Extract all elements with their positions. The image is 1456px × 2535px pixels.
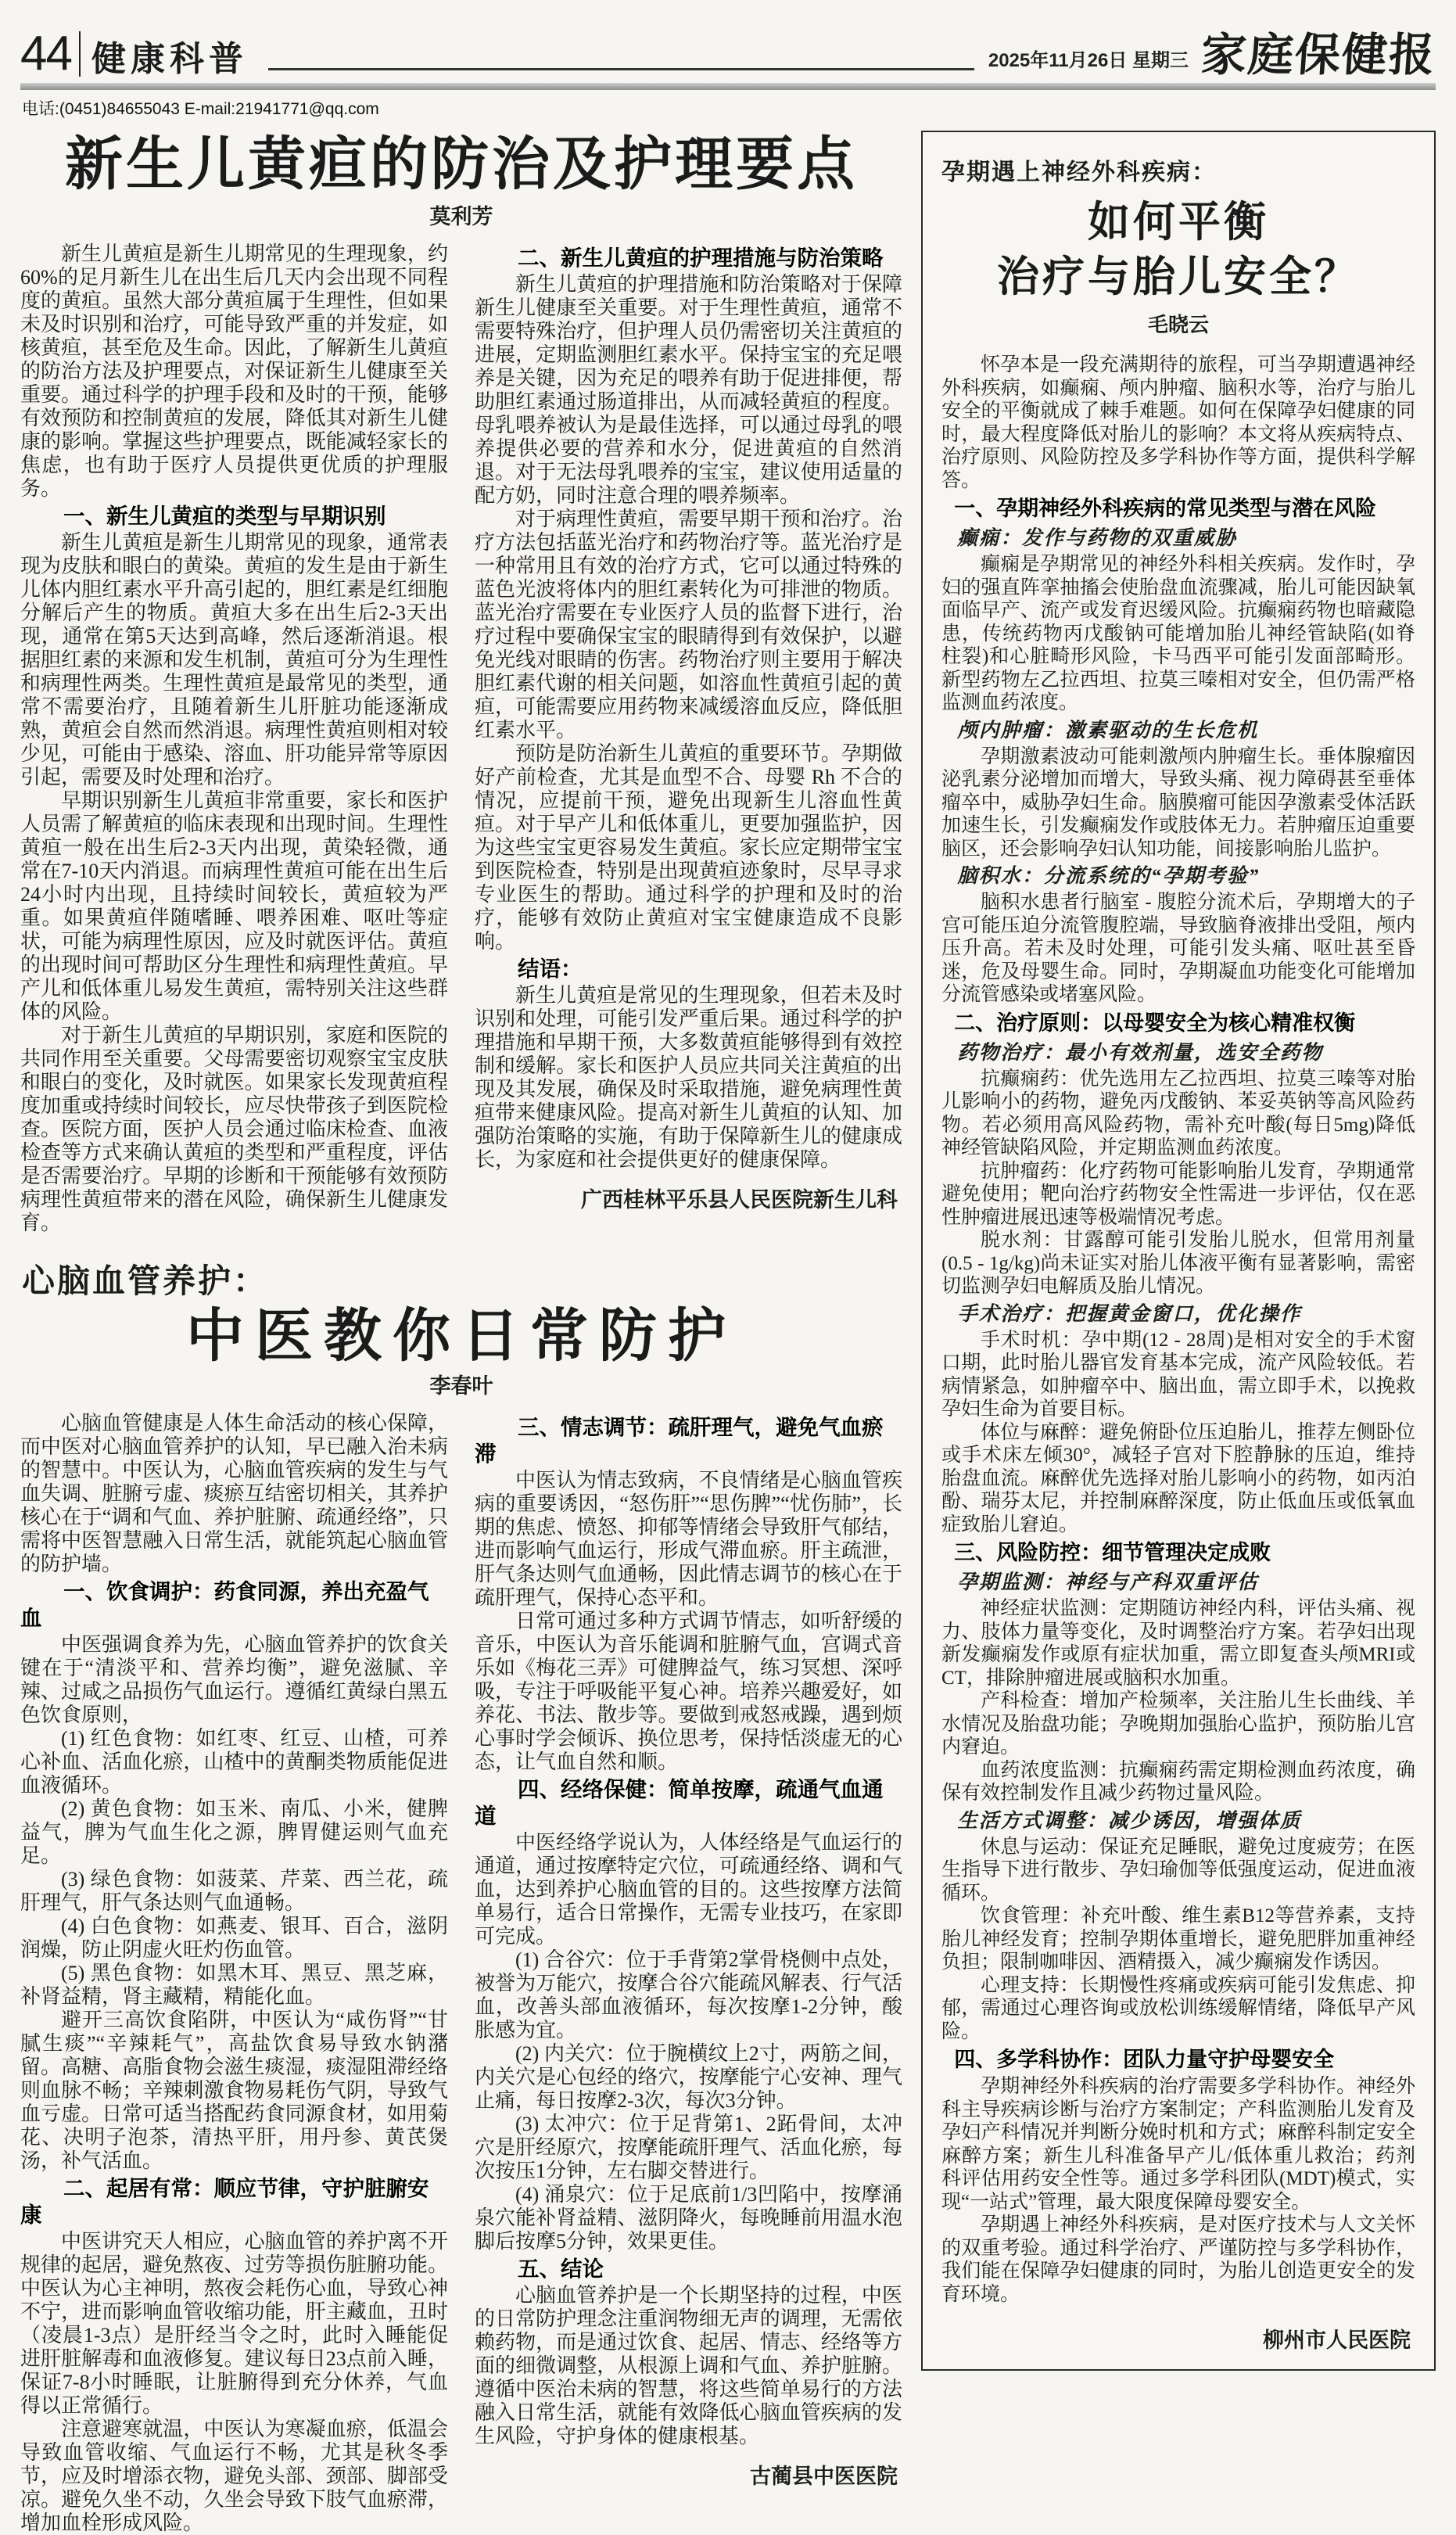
article-column-2 — [475, 1412, 902, 2535]
section-heading: 一、饮食调护：药食同源，养出充盈气血 — [20, 1579, 429, 1631]
page-number: 44 — [20, 27, 71, 81]
paragraph: 产科检查：增加产检频率，关注胎儿生长曲线、羊水情况及胎盘功能；孕晚期加强胎心监护，预防胎儿宫内窘迫。 — [941, 1690, 1415, 1758]
article-columns — [20, 242, 902, 1235]
paragraph: 中医强调食养为先，心脑血管养护的饮食关键在于“清淡平和、营养均衡”，避免滋腻、辛辣、过咸之品损伤气血运行。遵循红黄绿白黑五色饮食原则， — [20, 1633, 448, 1727]
paragraph: (1) 红色食物：如红枣、红豆、山楂，可养心补血、活血化瘀，山楂中的黄酮类物质能促进血液循环。 — [20, 1727, 448, 1797]
paragraph: (5) 黑色食物：如黑木耳、黑豆、黑芝麻，补肾益精，肾主藏精，精能化血。 — [20, 1962, 448, 2009]
section-heading: 结语： — [518, 956, 583, 981]
newspaper-page — [0, 0, 1456, 120]
paragraph: 神经症状监测：定期随访神经内科，评估头痛、视力、肢体力量等变化，及时调整治疗方案。若孕妇出现新发癫痫发作或原有症状加重，需立即复查头颅MRI或CT，排除肿瘤进展或脑积水加重。 — [941, 1598, 1415, 1689]
paragraph: 中医认为情志致病，不良情绪是心脑血管疾病的重要诱因，“怒伤肝”“思伤脾”“忧伤肺”，长期的焦虑、愤怒、抑郁等情绪会导致肝气郁结，进而影响气血运行，形成气滞血瘀。肝主疏泄，肝气条达则气血通畅，因此情志调节的核心在于疏肝理气，保持心态平和。 — [475, 1469, 902, 1610]
attribution: 古蔺县中医医院 — [750, 2465, 898, 2489]
paragraph: 新生儿黄疸是常见的生理现象，但若未及时识别和处理，可能引发严重后果。通过科学的护理措施和早期干预，大多数黄疸能够得到有效控制和缓解。家长和医护人员应共同关注黄疸的出现及其发展，确保及时采取措施，避免病理性黄疸带来健康风险。提高对新生儿黄疸的认知、加强防治策略的实施，有助于保障新生儿的健康成长，为家庭和社会提供更好的健康保障。 — [475, 983, 902, 1171]
page-body — [0, 121, 1456, 2535]
paragraph: 孕期激素波动可能刺激颅内肿瘤生长。垂体腺瘤因泌乳素分泌增加而增大，导致头痛、视力障碍甚至垂体瘤卒中，威胁孕妇生命。脑膜瘤可能因孕激素受体活跃加速生长，引发癫痫发作或肢体无力。若肿瘤压迫重要脑区，还会影响孕妇认知功能，间接影响胎儿监护。 — [941, 745, 1415, 860]
paragraph: 新生儿黄疸的护理措施和防治策略对于保障新生儿健康至关重要。对于生理性黄疸，通常不需要特殊治疗，但护理人员仍需密切关注黄疸的进展，定期监测胆红素水平。保持宝宝的充足喂养是关键，因为充足的喂养有助于促进排便，帮助胆红素通过肠道排出，从而减轻黄疸的程度。母乳喂养被认为是最佳选择，可以通过母乳的喂养提供必要的营养和水分，促进黄疸的自然消退。对于无法母乳喂养的宝宝，建议使用适量的配方奶，同时注意合理的喂养频率。 — [475, 272, 902, 507]
paragraph: 避开三高饮食陷阱，中医认为“咸伤肾”“甘腻生痰”“辛辣耗气”，高盐饮食易导致水钠潴留。高糖、高脂食物会滋生痰湿，痰湿阻滞经络则血脉不畅；辛辣刺激食物易耗伤气阴，导致气血亏虚。日常可适当搭配药食同源食材，如用菊花、决明子泡茶，清热平肝，用丹参、黄芪煲汤，补气活血。 — [20, 2009, 448, 2173]
section-heading: 一、新生儿黄疸的类型与早期识别 — [63, 503, 386, 528]
article-author: 李春叶 — [429, 1374, 493, 1399]
paragraph: 预防是防治新生儿黄疸的重要环节。孕期做好产前检查，尤其是血型不合、母婴 Rh 不合的情况，应提前干预，避免出现新生儿溶血性黄疸。对于早产儿和低体重儿，更要加强监护，因为这些宝宝更容易发生黄疸。家长应定期带宝宝到医院检查，特别是出现黄疸迹象时，尽早寻求专业医生的帮助。通过科学的护理和及时的治疗，能够有效防止黄疸对宝宝健康造成不良影响。 — [475, 741, 902, 953]
paragraph: 早期识别新生儿黄疸非常重要，家长和医护人员需了解黄疸的临床表现和出现时间。生理性黄疸一般在出生后2-3天内出现，黄染轻微，通常在7-10天内消退。而病理性黄疸可能在出生后24小时内出现，且持续时间较长，黄疸较为严重。如果黄疸伴随嗜睡、喂养困难、呕吐等症状，可能为病理性原因，应及时就医评估。黄疸的出现时间可帮助区分生理性和病理性黄疸。早产儿和低体重儿易发生黄疸，需特别关注这些群体的风险。 — [20, 788, 448, 1023]
paragraph: 心理支持：长期慢性疼痛或疾病可能引发焦虑、抑郁，需通过心理咨询或放松训练缓解情绪，降低早产风险。 — [941, 1974, 1415, 2042]
page-header — [20, 11, 1438, 81]
paragraph: (3) 绿色食物：如菠菜、芹菜、西兰花，疏肝理气，肝气条达则气血通畅。 — [20, 1868, 448, 1915]
paragraph: (4) 涌泉穴：位于足底前1/3凹陷中，按摩涌泉穴能补肾益精、滋阴降火，每晚睡前用温水泡脚后按摩5分钟，效果更佳。 — [475, 2183, 902, 2253]
paragraph: 脱水剂：甘露醇可能引发胎儿脱水，但常用剂量(0.5 - 1g/kg)尚未证实对胎儿体液平衡有显著影响，需密切监测孕妇电解质及胎儿情况。 — [941, 1230, 1415, 1298]
section-heading: 三、风险防控：细节管理决定成败 — [954, 1541, 1271, 1565]
section-heading: 二、起居有常：顺应节律，守护脏腑安康 — [20, 2176, 429, 2228]
section-heading: 四、多学科协作：团队力量守护母婴安全 — [954, 2048, 1335, 2072]
paragraph: 怀孕本是一段充满期待的旅程，可当孕期遭遇神经外科疾病，如癫痫、颅内肿瘤、脑积水等，治疗与胎儿安全的平衡就成了棘手难题。如何在保障孕妇健康的同时，最大程度降低对胎儿的影响？本文将从疾病特点、治疗原则、风险防控及多学科协作等方面，提供科学解答。 — [941, 354, 1415, 491]
header-divider — [79, 31, 81, 77]
section-title: 健康科普 — [91, 40, 248, 78]
section-heading: 四、经络保健：简单按摩，疏通气血通道 — [475, 1777, 884, 1829]
paragraph: 抗癫痫药：优先选用左乙拉西坦、拉莫三嗪等对胎儿影响小的药物，避免丙戊酸钠、苯妥英钠等高风险药物。若必须用高风险药物，需补充叶酸(每日5mg)降低神经管缺陷风险，并定期监测血药浓度。 — [941, 1068, 1415, 1159]
sub-heading: 癫痫：发作与药物的双重威胁 — [957, 526, 1237, 550]
sub-heading: 孕期监测：神经与产科双重评估 — [957, 1571, 1259, 1594]
sub-heading: 手术治疗：把握黄金窗口，优化操作 — [957, 1302, 1302, 1325]
header-rule — [268, 68, 974, 70]
newspaper-masthead: 家庭保健报 — [1199, 30, 1438, 81]
paragraph: 抗肿瘤药：化疗药物可能影响胎儿发育，孕期通常避免使用；靶向治疗药物安全性需进一步评估，仅在恶性肿瘤进展迅速等极端情况考虑。 — [941, 1160, 1415, 1228]
paragraph: 中医讲究天人相应，心脑血管的养护离不开规律的起居，避免熬夜、过劳等损伤脏腑功能。中医认为心主神明，熬夜会耗伤心血，导致心神不宁，进而影响血管收缩功能，肝主藏血，丑时（凌晨1-3点）是肝经当令之时，此时入睡能促进肝脏解毒和血液修复。建议每日23点前入睡，保证7-8小时睡眠，让脏腑得到充分休养，气血得以正常循行。 — [20, 2230, 448, 2418]
paragraph: 注意避寒就温，中医认为寒凝血瘀，低温会导致血管收缩、气血运行不畅，尤其是秋冬季节，应及时增添衣物，避免头部、颈部、脚部受凉。避免久坐不动，久坐会导致下肢气血瘀滞，增加血栓形成风险。 — [20, 2418, 448, 2535]
article-column-1 — [20, 242, 448, 1235]
article-kicker: 心脑血管养护： — [22, 1263, 269, 1300]
paragraph: 心脑血管健康是人体生命活动的核心保障，而中医对心脑血管养护的认知，早已融入治未病的智慧中。中医认为，心脑血管疾病的发生与气血失调、脏腑亏虚、痰瘀互结密切相关，其养护核心在于“调和气血、养护脏腑、疏通经络”，只需将中医智慧融入日常生活，就能筑起心脑血管的防护墙。 — [20, 1412, 448, 1576]
paragraph: (2) 内关穴：位于腕横纹上2寸，两筋之间，内关穴是心包经的络穴，按摩能宁心安神、理气止痛，每日按摩2-3次，每次3分钟。 — [475, 2042, 902, 2113]
paragraph: 新生儿黄疸是新生儿期常见的现象，通常表现为皮肤和眼白的黄染。黄疸的发生是由于新生儿体内胆红素水平升高引起的，胆红素是红细胞分解后产生的物质。黄疸大多在出生后2-3天出现，通常在第5天达到高峰，然后逐渐消退。根据胆红素的来源和发生机制，黄疸可分为生理性和病理性两类。生理性黄疸是最常见的类型，通常不需要治疗，且随着新生儿肝脏功能逐渐成熟，黄疸会自然而然消退。病理性黄疸则相对较少见，可能由于感染、溶血、肝功能异常等原因引起，需要及时处理和治疗。 — [20, 530, 448, 788]
sub-heading: 颅内肿瘤：激素驱动的生长危机 — [957, 718, 1259, 741]
article-column-2 — [475, 242, 902, 1235]
article-title — [941, 195, 1415, 304]
paragraph: 中医经络学说认为，人体经络是气血运行的通道，通过按摩特定穴位，可疏通经络、调和气血，达到养护心脑血管的目的。这些按摩方法简单易行，适合日常操作，无需专业技巧，在家即可完成。 — [475, 1831, 902, 1948]
article-author: 莫利芳 — [429, 204, 493, 228]
section-heading: 三、情志调节：疏肝理气，避免气血瘀滞 — [475, 1415, 884, 1467]
contact-info: 电话:(0451)84655043 E-mail:21941771@qq.com — [22, 100, 379, 118]
paragraph: (1) 合谷穴：位于手背第2掌骨桡侧中点处，被誉为万能穴，按摩合谷穴能疏风解表、行气活血，改善头部血液循环，每次按摩1-2分钟，酸胀感为宜。 — [475, 1948, 902, 2042]
paragraph: (2) 黄色食物：如玉米、南瓜、小米，健脾益气，脾为气血生化之源，脾胃健运则气血充足。 — [20, 1797, 448, 1868]
thick-rule — [20, 83, 1436, 90]
section-heading: 五、结论 — [518, 2257, 604, 2282]
article-pregnancy-neurosurgery — [921, 131, 1436, 2371]
paragraph: 癫痫是孕期常见的神经外科相关疾病。发作时，孕妇的强直阵挛抽搐会使胎盘血流骤减，胎儿可能因缺氧面临早产、流产或发育迟缓风险。抗癫痫药物也暗藏隐患，传统药物丙戊酸钠可能增加胎儿神经管缺陷(如脊柱裂)和心脏畸形风险，卡马西平可能引发面部畸形。新型药物左乙拉西坦、拉莫三嗪相对安全，但仍需严格监测血药浓度。 — [941, 554, 1415, 714]
paragraph: 心脑血管养护是一个长期坚持的过程，中医的日常防护理念注重润物细无声的调理，无需依赖药物，而是通过饮食、起居、情志、经络等方面的细微调整，从根源上调和气血、养护脏腑。遵循中医治未病的智慧，将这些简单易行的方法融入日常生活，就能有效降低心脑血管疾病的发生风险，守护身体的健康根基。 — [475, 2284, 902, 2448]
paragraph: 体位与麻醉：避免俯卧位压迫胎儿，推荐左侧卧位或手术床左倾30°，减轻子宫对下腔静脉的压迫，维持胎盘血流。麻醉优先选择对胎儿影响小的药物，如丙泊酚、瑞芬太尼，并控制麻醉深度，防止低血压或低氧血症致胎儿窘迫。 — [941, 1421, 1415, 1535]
attribution: 广西桂林平乐县人民医院新生儿科 — [581, 1187, 898, 1212]
sub-heading: 药物治疗：最小有效剂量，选安全药物 — [957, 1040, 1323, 1064]
paragraph: 手术时机：孕中期(12 - 28周)是相对安全的手术窗口期，此时胎儿器官发育基本完成，流产风险较低。若病情紧急，如肿瘤卒中、脑出血，需立即手术，以挽救孕妇生命为首要目标。 — [941, 1329, 1415, 1420]
paragraph: 血药浓度监测：抗癫痫药需定期检测血药浓度，确保有效控制发作且减少药物过量风险。 — [941, 1759, 1415, 1804]
article-columns — [20, 1412, 902, 2535]
paragraph: 孕期遇上神经外科疾病，是对医疗技术与人文关怀的双重考验。通过科学治疗、严谨防控与多学科协作，我们能在保障孕妇健康的同时，为胎儿创造更安全的发育环境。 — [941, 2214, 1415, 2305]
article-body — [941, 354, 1415, 2354]
article-kicker: 孕期遇上神经外科疾病： — [941, 160, 1217, 185]
article-tcm — [20, 1255, 902, 2535]
section-heading: 二、治疗原则：以母婴安全为核心精准权衡 — [954, 1011, 1356, 1035]
article-title-line-2: 治疗与胎儿安全？ — [997, 253, 1360, 301]
article-column-1 — [20, 1412, 448, 2535]
section-heading: 一、孕期神经外科疾病的常见类型与潜在风险 — [954, 497, 1377, 521]
article-title: 中医教你日常防护 — [186, 1304, 737, 1369]
paragraph: 孕期神经外科疾病的治疗需要多学科协作。神经外科主导疾病诊断与治疗方案制定；产科监测胎儿发育及孕妇产科情况并判断分娩时机和方式；麻醉科制定安全麻醉方案；新生儿科准备早产儿/低体重儿救治；药剂科评估用药安全性等。通过多学科团队(MDT)模式，实现“一站式”管理，最大限度保障母婴安全。 — [941, 2076, 1415, 2213]
paragraph: 新生儿黄疸是新生儿期常见的生理现象，约60%的足月新生儿在出生后几天内会出现不同程度的黄疸。虽然大部分黄疸属于生理性，但如果未及时识别和治疗，可能导致严重的并发症，如核黄疸，甚至危及生命。因此，了解新生儿黄疸的防治方法及护理要点，对保证新生儿健康至关重要。通过科学的护理手段和及时的干预，能够有效预防和控制黄疸的发展，降低其对新生儿健康的影响。掌握这些护理要点，既能减轻家长的焦虑，也有助于医疗人员提供更优质的护理服务。 — [20, 242, 448, 500]
paragraph: (4) 白色食物：如燕麦、银耳、百合，滋阴润燥，防止阴虚火旺灼伤血管。 — [20, 1915, 448, 1962]
attribution: 柳州市人民医院 — [1263, 2329, 1411, 2353]
sub-heading: 脑积水：分流系统的“孕期考验” — [957, 864, 1261, 888]
paragraph: 对于新生儿黄疸的早期识别，家庭和医院的共同作用至关重要。父母需要密切观察宝宝皮肤和眼白的变化，及时就医。如果家长发现黄疸程度加重或持续时间较长，应尽快带孩子到医院检查。医院方面，医护人员会通过临床检查、血液检查等方式来确认黄疸的类型和严重程度，评估是否需要治疗。早期的诊断和干预能够有效预防病理性黄疸带来的潜在风险，确保新生儿健康发育。 — [20, 1023, 448, 1234]
article-title: 新生儿黄疸的防治及护理要点 — [65, 133, 858, 197]
article-title-line-1: 如何平衡 — [1088, 199, 1269, 246]
article-jaundice — [20, 135, 902, 1235]
paragraph: 对于病理性黄疸，需要早期干预和治疗。治疗方法包括蓝光治疗和药物治疗等。蓝光治疗是一种常用且有效的治疗方式，它可以通过特殊的蓝色光波将体内的胆红素转化为可排泄的物质。蓝光治疗需要在专业医疗人员的监督下进行，治疗过程中要确保宝宝的眼睛得到有效保护，以避免光线对眼睛的伤害。药物治疗则主要用于解决胆红素代谢的相关问题，如溶血性黄疸引起的黄疸，可能需要应用药物来减缓溶血反应，降低胆红素水平。 — [475, 507, 902, 741]
article-author: 毛晓云 — [1147, 313, 1209, 337]
paragraph: 饮食管理：补充叶酸、维生素B12等营养素，支持胎儿神经发育；控制孕期体重增长，避免肥胖加重神经负担；限制咖啡因、酒精摄入，减少癫痫发作诱因。 — [941, 1905, 1415, 1973]
left-region — [20, 121, 902, 2535]
paragraph: 脑积水患者行脑室 - 腹腔分流术后，孕期增大的子宫可能压迫分流管腹腔端，导致脑脊液排出受阻，颅内压升高。若未及时处理，可能引发头痛、呕吐甚至昏迷，危及母婴生命。同时，孕期凝血功能变化可能增加分流管感染或堵塞风险。 — [941, 892, 1415, 1006]
section-heading: 二、新生儿黄疸的护理措施与防治策略 — [518, 245, 884, 270]
paragraph: 日常可通过多种方式调节情志，如听舒缓的音乐，中医认为音乐能调和脏腑气血，宫调式音乐如《梅花三弄》可健脾益气，练习冥想、深呼吸，专注于呼吸能平复心神。培养兴趣爱好，如养花、书法、散步等。要做到戒怒戒躁，遇到烦心事时学会倾诉、换位思考，保持恬淡虚无的心态，让气血自然和顺。 — [475, 1610, 902, 1774]
publication-date: 2025年11月26日 星期三 — [988, 50, 1189, 71]
paragraph: (3) 太冲穴：位于足背第1、2跖骨间，太冲穴是肝经原穴，按摩能疏肝理气、活血化瘀，每次按压1分钟，左右脚交替进行。 — [475, 2113, 902, 2183]
sub-heading: 生活方式调整：减少诱因，增强体质 — [957, 1808, 1302, 1832]
paragraph: 休息与运动：保证充足睡眠，避免过度疲劳；在医生指导下进行散步、孕妇瑜伽等低强度运动，促进血液循环。 — [941, 1836, 1415, 1904]
